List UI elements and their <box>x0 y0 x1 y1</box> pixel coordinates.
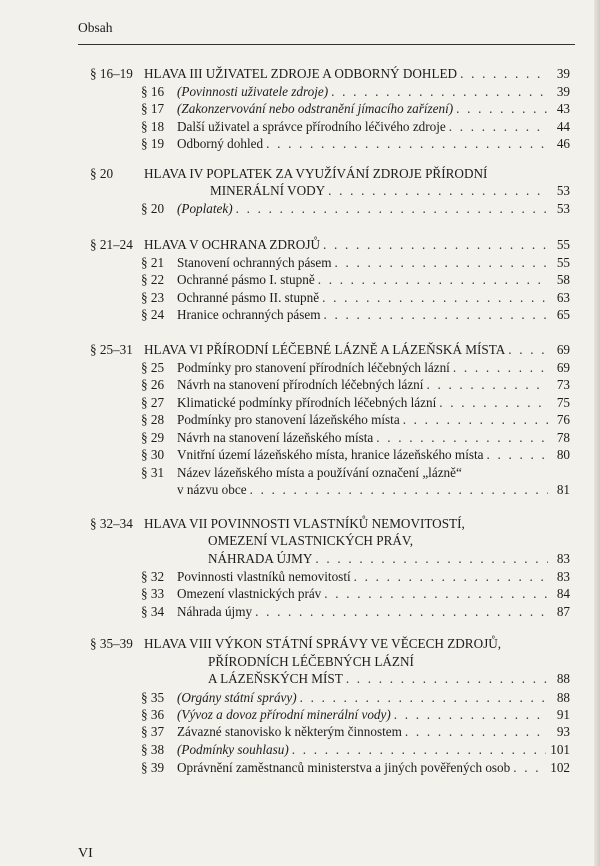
dot-leader <box>394 707 548 723</box>
paragraph-number: § 38 <box>141 742 165 757</box>
dot-leader <box>292 742 547 758</box>
toc-heading-entry[interactable] <box>208 671 570 687</box>
toc-chapter-heading-line <box>0 636 600 652</box>
toc-entry-body <box>177 136 570 152</box>
paragraph-number: § 21 <box>141 255 165 270</box>
toc-entry[interactable] <box>0 136 600 152</box>
page-edge-shadow <box>594 0 600 866</box>
dot-leader <box>449 119 548 135</box>
chapter-heading-text: HLAVA VI PŘÍRODNÍ LÉČEBNÉ LÁZNĚ A LÁZEŇSKÁ MÍSTA <box>144 342 506 357</box>
toc-entry[interactable] <box>0 272 600 288</box>
entry-title: Vnitřní území lázeňského místa, hranice lázeňského místa <box>177 447 484 462</box>
page-number: 53 <box>556 183 570 198</box>
toc-entry-body <box>177 307 570 323</box>
paragraph-number: § 27 <box>141 395 165 410</box>
toc-chapter-heading-line <box>0 342 600 358</box>
entry-title: (Zakonzervování nebo odstranění jímacího zařízení) <box>177 101 454 116</box>
toc-entry[interactable] <box>0 707 600 723</box>
entry-title: v názvu obce <box>177 482 247 497</box>
paragraph-number: § 36 <box>141 707 165 722</box>
paragraph-number: § 35 <box>141 690 165 705</box>
toc-chapter-heading-line <box>0 671 600 687</box>
toc-entry[interactable] <box>0 201 600 217</box>
toc-entry[interactable] <box>0 360 600 376</box>
toc-chapter-heading-line <box>0 533 600 549</box>
toc-entry[interactable] <box>0 430 600 446</box>
page-number: 87 <box>556 604 570 619</box>
entry-title: (Orgány státní správy) <box>177 690 297 705</box>
toc-chapter-heading-line <box>0 516 600 532</box>
toc-entry-body <box>177 272 570 288</box>
page-number: 76 <box>556 412 570 427</box>
dot-leader <box>335 255 548 271</box>
toc-entry-body <box>177 569 570 585</box>
entry-title: (Podmínky souhlasu) <box>177 742 289 757</box>
page-number: 53 <box>556 201 570 216</box>
paragraph-number: § 23 <box>141 290 165 305</box>
section-range: § 25–31 <box>90 342 133 357</box>
chapter-heading-text: OMEZENÍ VLASTNICKÝCH PRÁV, <box>208 533 414 548</box>
toc-entry[interactable] <box>0 395 600 411</box>
paragraph-number: § 30 <box>141 447 165 462</box>
section-range: § 35–39 <box>90 636 133 651</box>
entry-title: Ochranné pásmo I. stupně <box>177 272 315 287</box>
page-number: 43 <box>556 101 570 116</box>
toc-entry-body <box>177 290 570 306</box>
toc-entry-body <box>177 690 570 706</box>
toc-entry-body <box>177 742 570 758</box>
paragraph-number: § 28 <box>141 412 165 427</box>
section-range: § 21–24 <box>90 237 133 252</box>
toc-entry-body <box>177 255 570 271</box>
dot-leader <box>426 377 548 393</box>
dot-leader <box>322 290 548 306</box>
dot-leader <box>453 360 548 376</box>
page-number: 55 <box>556 255 570 270</box>
toc-entry-body <box>177 482 570 498</box>
page-number: 73 <box>556 377 570 392</box>
page-number: 63 <box>556 290 570 305</box>
chapter-heading-text: A LÁZEŇSKÝCH MÍST <box>208 671 343 686</box>
toc-entry[interactable] <box>0 724 600 740</box>
dot-leader <box>331 84 548 100</box>
dot-leader <box>513 760 546 776</box>
chapter-heading-text: HLAVA V OCHRANA ZDROJŮ <box>144 237 320 252</box>
dot-leader <box>328 183 548 199</box>
dot-leader <box>315 551 548 567</box>
paragraph-number: § 17 <box>141 101 165 116</box>
chapter-heading-text: HLAVA VIII VÝKON STÁTNÍ SPRÁVY VE VĚCECH ZDROJŮ, <box>144 636 502 651</box>
toc-heading-entry[interactable] <box>144 66 570 82</box>
entry-title: Hranice ochranných pásem <box>177 307 321 322</box>
page-number: 93 <box>556 724 570 739</box>
dot-leader <box>324 586 548 602</box>
dot-leader <box>460 66 548 82</box>
entry-title: Návrh na stanovení přírodních léčebných lázní <box>177 377 424 392</box>
page-number: 101 <box>550 742 570 757</box>
entry-title: (Poplatek) <box>177 201 233 216</box>
entry-title: Název lázeňského místa a používání označení „lázně“ <box>177 465 462 480</box>
toc-entry[interactable] <box>0 569 600 585</box>
toc-entry-body <box>177 586 570 602</box>
page-number: 80 <box>556 447 570 462</box>
toc-entry-body <box>177 760 570 776</box>
entry-title: Ochranné pásmo II. stupně <box>177 290 320 305</box>
toc-entry[interactable] <box>0 255 600 271</box>
page-number: 58 <box>556 272 570 287</box>
toc-entry[interactable] <box>0 307 600 323</box>
page-number: 44 <box>556 119 570 134</box>
toc-entry-body <box>177 119 570 135</box>
entry-title: Podmínky pro stanovení přírodních léčebných lázní <box>177 360 450 375</box>
entry-title: Odborný dohled <box>177 136 264 151</box>
page-number: 91 <box>556 707 570 722</box>
toc-entry-body <box>177 201 570 217</box>
dot-leader <box>508 342 548 358</box>
page-number: 75 <box>556 395 570 410</box>
toc-heading-entry[interactable] <box>144 636 570 652</box>
paragraph-number: § 29 <box>141 430 165 445</box>
paragraph-number: § 26 <box>141 377 165 392</box>
section-range: § 20 <box>90 166 114 181</box>
entry-title: Závazné stanovisko k některým činnostem <box>177 724 402 739</box>
page-number: 39 <box>556 66 570 81</box>
toc-entry[interactable] <box>0 377 600 393</box>
toc-entry-body <box>177 447 570 463</box>
toc-entry[interactable] <box>0 482 600 498</box>
toc-entry[interactable] <box>0 290 600 306</box>
toc-heading-entry[interactable] <box>208 551 570 567</box>
toc-entry-body <box>177 707 570 723</box>
dot-leader <box>439 395 548 411</box>
toc-entry-body <box>177 412 570 428</box>
page-number: 83 <box>556 569 570 584</box>
toc-heading-entry[interactable] <box>144 237 570 253</box>
dot-leader <box>300 690 548 706</box>
page-number: 46 <box>556 136 570 151</box>
entry-title: Náhrada újmy <box>177 604 253 619</box>
section-range: § 16–19 <box>90 66 133 81</box>
page-folio: VI <box>78 846 93 861</box>
dot-leader <box>487 447 548 463</box>
toc-chapter-heading-line <box>0 551 600 567</box>
paragraph-number: § 34 <box>141 604 165 619</box>
toc-entry[interactable] <box>0 690 600 706</box>
toc-entry-body <box>177 724 570 740</box>
header-rule <box>78 44 575 45</box>
paragraph-number: § 16 <box>141 84 165 99</box>
chapter-heading-text: MINERÁLNÍ VODY <box>210 183 326 198</box>
toc-heading-entry[interactable] <box>144 342 570 358</box>
page-number: 83 <box>556 551 570 566</box>
toc-entry-body <box>177 465 570 481</box>
paragraph-number: § 39 <box>141 760 165 775</box>
toc-entry[interactable] <box>0 84 600 100</box>
page-number: 84 <box>556 586 570 601</box>
dot-leader <box>346 671 548 687</box>
toc-heading-entry[interactable] <box>144 166 570 182</box>
page-number: 39 <box>556 84 570 99</box>
toc-entry-body <box>177 430 570 446</box>
toc-entry[interactable] <box>0 412 600 428</box>
chapter-heading-text: PŘÍRODNÍCH LÉČEBNÝCH LÁZNÍ <box>208 654 414 669</box>
toc-entry-body <box>177 101 570 117</box>
dot-leader <box>255 604 548 620</box>
entry-title: Omezení vlastnických práv <box>177 586 322 601</box>
paragraph-number: § 32 <box>141 569 165 584</box>
toc-entry[interactable] <box>0 604 600 620</box>
paragraph-number: § 25 <box>141 360 165 375</box>
dot-leader <box>318 272 548 288</box>
toc-chapter-heading-line <box>0 66 600 82</box>
dot-leader <box>250 482 548 498</box>
toc-chapter-heading-line <box>0 183 600 199</box>
toc-chapter-heading-line <box>0 166 600 182</box>
page-number: 69 <box>556 342 570 357</box>
page-number: 88 <box>556 690 570 705</box>
paragraph-number: § 24 <box>141 307 165 322</box>
entry-title: Stanovení ochranných pásem <box>177 255 332 270</box>
toc-entry[interactable] <box>0 119 600 135</box>
paragraph-number: § 20 <box>141 201 165 216</box>
toc-chapter-heading-line <box>0 654 600 670</box>
dot-leader <box>403 412 548 428</box>
chapter-heading-text: NÁHRADA ÚJMY <box>208 551 313 566</box>
dot-leader <box>236 201 548 217</box>
dot-leader <box>376 430 548 446</box>
chapter-heading-text: HLAVA IV POPLATEK ZA VYUŽÍVÁNÍ ZDROJE PŘÍRODNÍ <box>144 166 488 181</box>
toc-entry-body <box>177 377 570 393</box>
toc-entry[interactable] <box>0 760 600 776</box>
running-head: Obsah <box>78 20 113 35</box>
page-number: 65 <box>556 307 570 322</box>
toc-entry-body <box>177 360 570 376</box>
toc-heading-entry[interactable] <box>210 183 570 199</box>
toc-entry-body <box>177 604 570 620</box>
entry-title: (Vývoz a dovoz přírodní minerální vody) <box>177 707 391 722</box>
entry-title: Oprávnění zaměstnanců ministerstva a jiných pověřených osob <box>177 760 511 775</box>
dot-leader <box>323 237 548 253</box>
page-number: 69 <box>556 360 570 375</box>
entry-title: Návrh na stanovení lázeňského místa <box>177 430 374 445</box>
paragraph-number: § 18 <box>141 119 165 134</box>
dot-leader <box>405 724 548 740</box>
toc-entry[interactable] <box>0 101 600 117</box>
toc-entry[interactable] <box>0 465 600 481</box>
dot-leader <box>354 569 548 585</box>
chapter-heading-text: HLAVA VII POVINNOSTI VLASTNÍKŮ NEMOVITOSTÍ, <box>144 516 465 531</box>
toc-chapter-heading-line <box>0 237 600 253</box>
toc-entry-body <box>177 84 570 100</box>
paragraph-number: § 22 <box>141 272 165 287</box>
page-number: 55 <box>556 237 570 252</box>
chapter-heading-text: HLAVA III UŽIVATEL ZDROJE A ODBORNÝ DOHLED <box>144 66 458 81</box>
paragraph-number: § 37 <box>141 724 165 739</box>
paragraph-number: § 31 <box>141 465 165 480</box>
page-number: 88 <box>556 671 570 686</box>
toc-entry[interactable] <box>0 742 600 758</box>
toc-entry[interactable] <box>0 447 600 463</box>
dot-leader <box>324 307 548 323</box>
entry-title: Povinnosti vlastníků nemovitostí <box>177 569 351 584</box>
page-number: 78 <box>556 430 570 445</box>
toc-entry-body <box>177 395 570 411</box>
dot-leader <box>266 136 548 152</box>
toc-heading-entry[interactable] <box>208 533 570 549</box>
page-number: 102 <box>550 760 570 775</box>
toc-entry[interactable] <box>0 586 600 602</box>
entry-title: Další uživatel a správce přírodního léčivého zdroje <box>177 119 446 134</box>
entry-title: Klimatické podmínky přírodních léčebných lázní <box>177 395 437 410</box>
entry-title: (Povinnosti uživatele zdroje) <box>177 84 329 99</box>
paragraph-number: § 33 <box>141 586 165 601</box>
toc-heading-entry[interactable] <box>144 516 570 532</box>
dot-leader <box>456 101 548 117</box>
toc-heading-entry[interactable] <box>208 654 570 670</box>
page-number: 81 <box>556 482 570 497</box>
paragraph-number: § 19 <box>141 136 165 151</box>
section-range: § 32–34 <box>90 516 133 531</box>
entry-title: Podmínky pro stanovení lázeňského místa <box>177 412 400 427</box>
